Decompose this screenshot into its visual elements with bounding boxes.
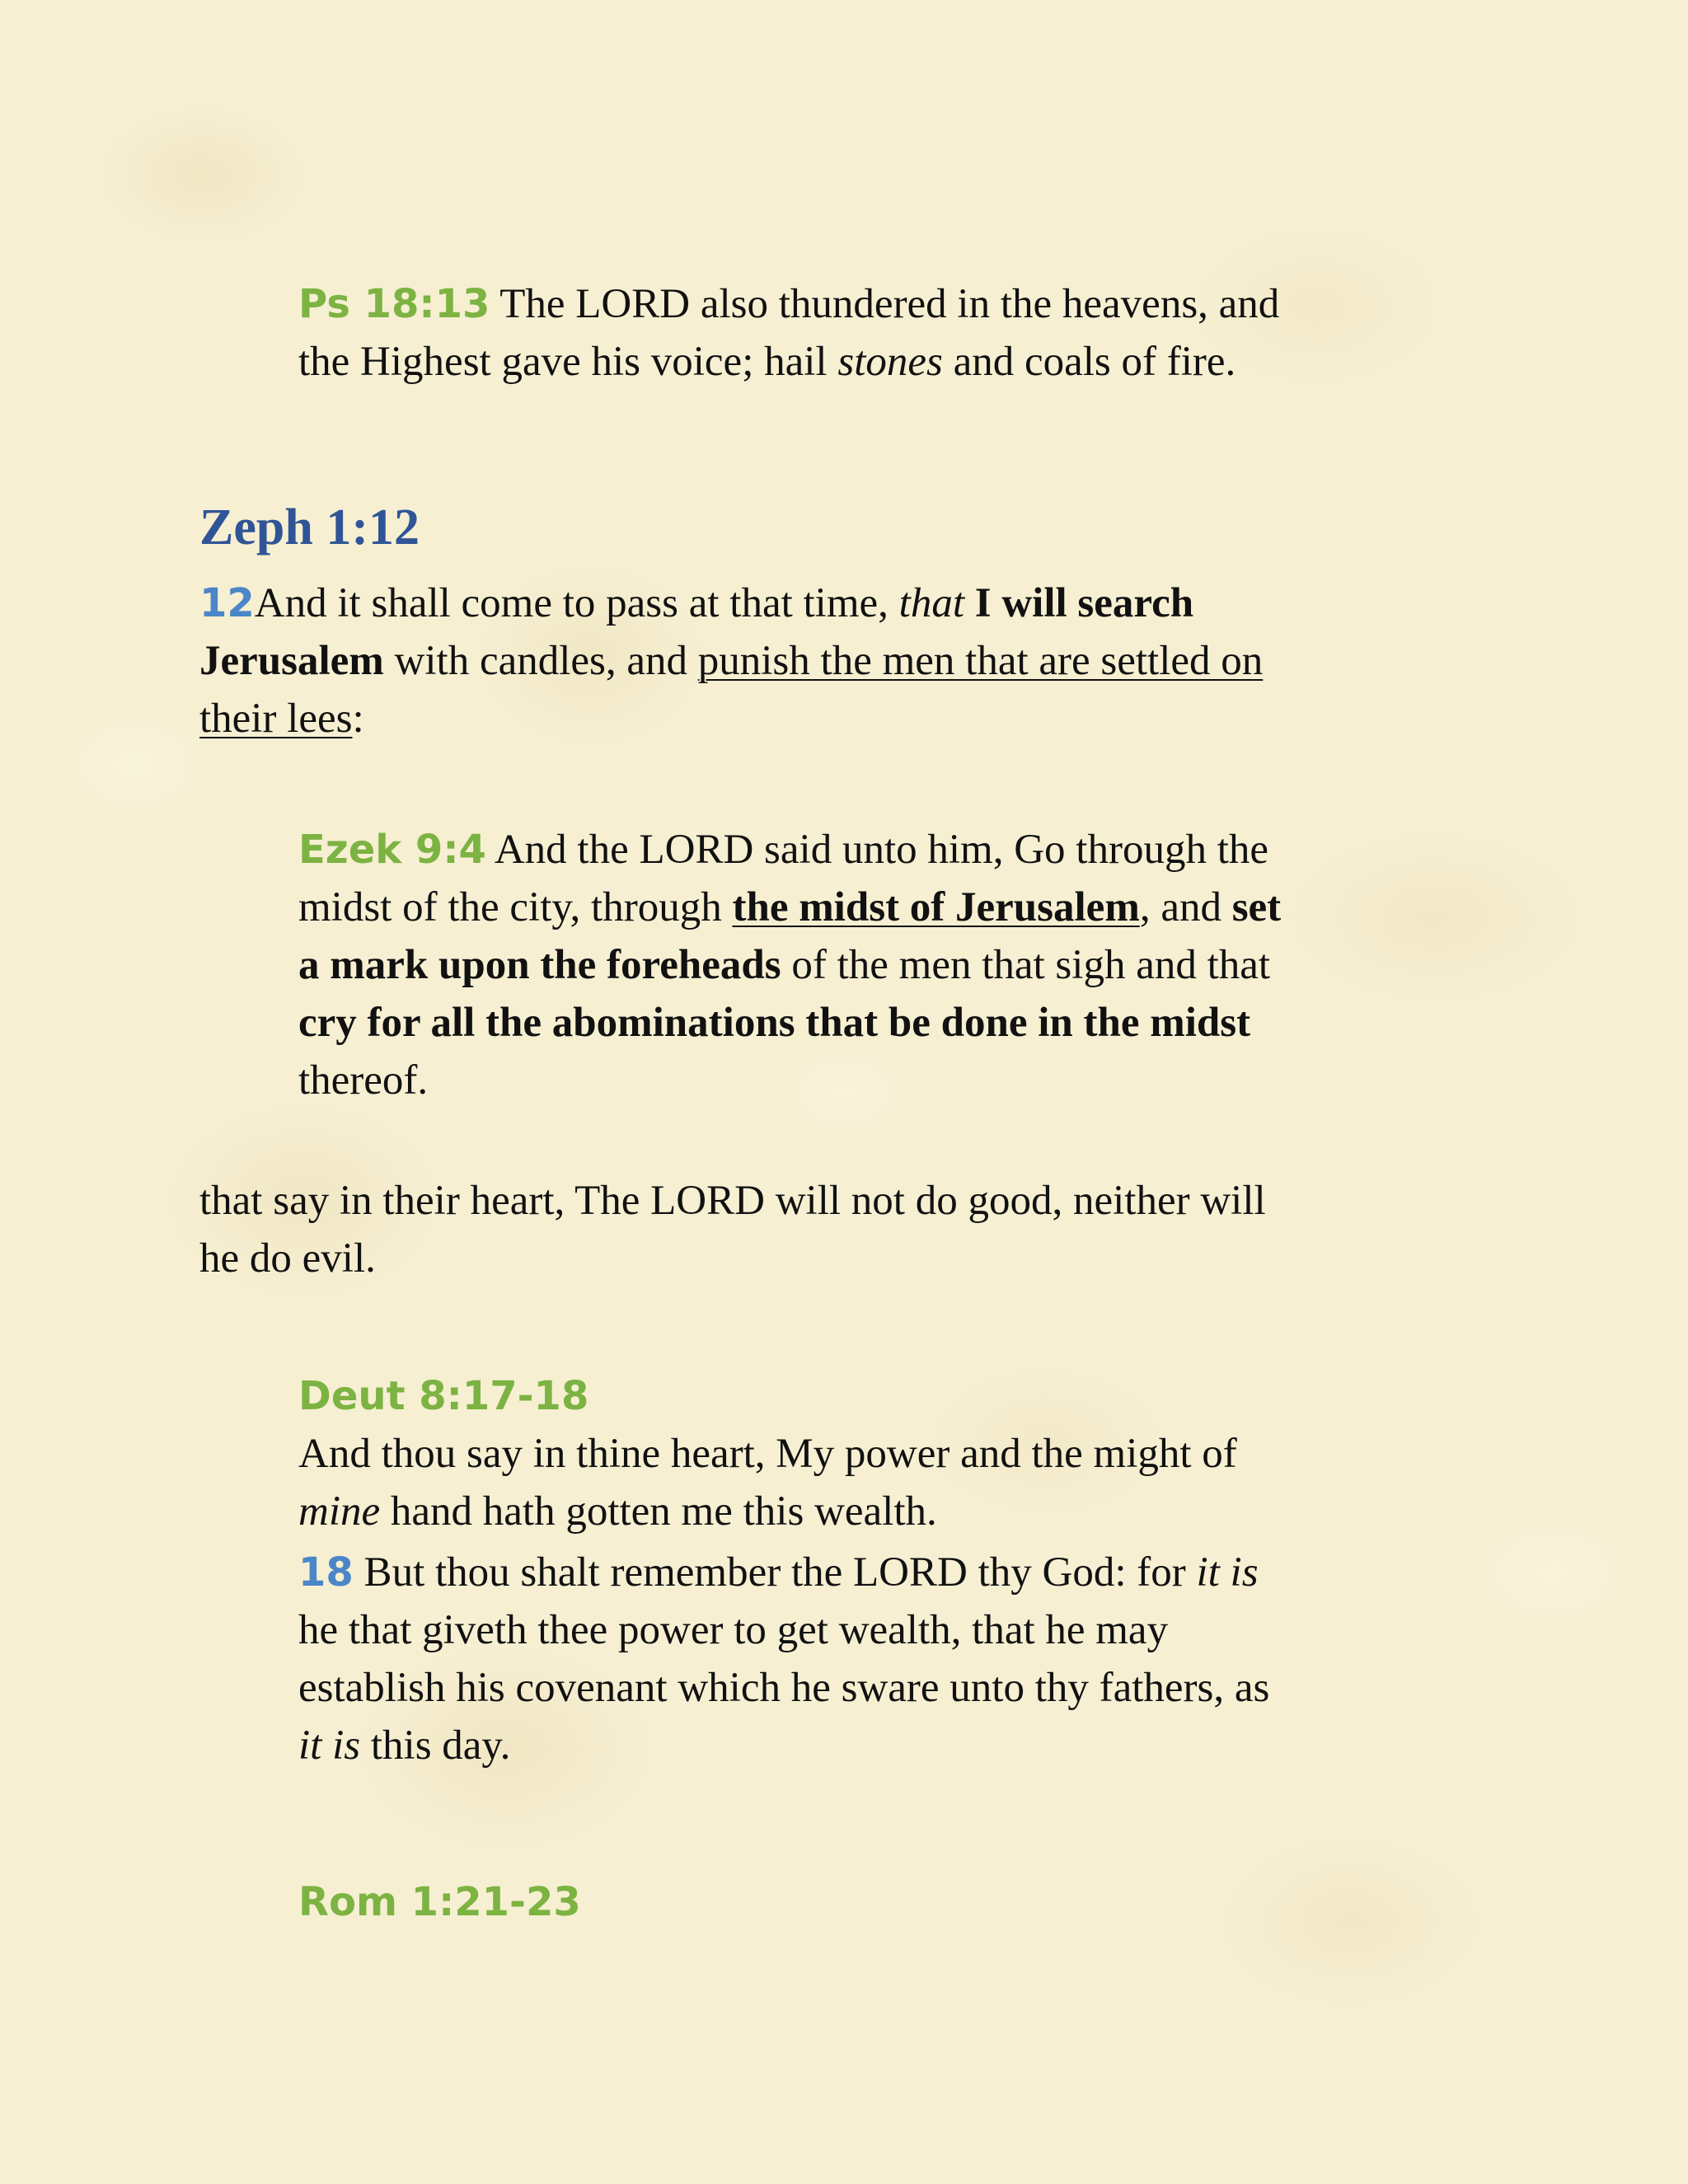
- ezek-line-4: [298, 994, 1485, 1052]
- zeph-text: And it shall come to pass at that time,: [254, 580, 899, 626]
- zeph-1-12-heading: Zeph 1:12: [199, 499, 420, 555]
- ezek-line-3: [298, 936, 1485, 994]
- deut-line-1: And thou say in thine heart, My power and the might of: [298, 1431, 1237, 1477]
- ezek-text: , and: [1139, 884, 1232, 930]
- deut-italic: mine: [298, 1488, 381, 1535]
- continuation-line-1: that say in their heart, The LORD will not do good, neither will: [199, 1178, 1266, 1224]
- zeph-underline: punish the men that are settled on: [697, 638, 1264, 684]
- zeph-text: with candles, and: [383, 638, 698, 684]
- rom-1-21-23-passage: [298, 1873, 1485, 1931]
- ezek-text: And the LORD said unto him, Go through the: [485, 827, 1269, 873]
- ezek-line-2: [298, 879, 1485, 936]
- zeph-line-3: [199, 690, 1485, 748]
- zeph-line-1: [199, 574, 1485, 632]
- zeph-verse-number: 12: [199, 580, 255, 626]
- deut-text: this day.: [360, 1722, 511, 1769]
- zeph-underline: their lees: [199, 696, 353, 742]
- ezek-bold: set: [1231, 884, 1282, 930]
- ezek-9-4-passage: [298, 821, 1485, 1109]
- ps-18-13-text: the Highest gave his voice; hail: [298, 339, 838, 385]
- deut-8-17-18-passage: [298, 1367, 1485, 1774]
- zeph-text: :: [352, 696, 364, 742]
- deut-reference-line: [298, 1367, 1485, 1425]
- zeph-1-12-passage: [199, 574, 1485, 748]
- zeph-bold: Jerusalem: [199, 638, 384, 684]
- deut-8-17-18-reference: Deut 8:17-18: [298, 1373, 589, 1419]
- ps-18-13-line-2: [298, 333, 1485, 391]
- ezek-9-4-reference: Ezek 9:4: [298, 827, 486, 873]
- ezek-line-1: [298, 821, 1485, 879]
- rom-1-21-23-reference: Rom 1:21-23: [298, 1879, 581, 1925]
- deut-italic: it is: [1196, 1549, 1259, 1596]
- ezek-bold: cry for all the abominations that be done in the midst: [298, 1000, 1251, 1046]
- deut-line-6: [298, 1717, 1485, 1774]
- zeph-italic: that: [898, 580, 964, 626]
- deut-verse-number: 18: [298, 1549, 354, 1596]
- zeph-bold: I will search: [964, 580, 1194, 626]
- ps-18-13-text: The LORD also thundered in the heavens, and: [490, 281, 1280, 327]
- ps-18-13-reference: Ps 18:13: [298, 281, 490, 327]
- ezek-text: of the men that sigh and that: [781, 942, 1271, 988]
- zeph-line-2: [199, 632, 1485, 690]
- continuation-line-2: he do evil.: [199, 1235, 376, 1282]
- ezek-line-5: [298, 1052, 1485, 1109]
- deut-line-2: [298, 1483, 1485, 1540]
- zeph-heading-block: [199, 498, 1485, 560]
- ezek-bold: a mark upon the foreheads: [298, 942, 781, 988]
- ps-18-13-passage: [298, 275, 1485, 391]
- zeph-continuation: [199, 1172, 1485, 1287]
- ps-18-13-text: and coals of fire.: [942, 339, 1236, 385]
- rom-reference-line: [298, 1873, 1485, 1931]
- deut-text: But thou shalt remember the LORD thy God: for: [353, 1549, 1197, 1596]
- deut-line-4: he that giveth thee power to get wealth, that he may: [298, 1607, 1169, 1653]
- ezek-bold-underline: the midst of Jerusalem: [732, 884, 1140, 930]
- deut-italic: it is: [298, 1722, 361, 1769]
- deut-line-5: establish his covenant which he sware unto thy fathers, as: [298, 1665, 1270, 1711]
- ezek-text: thereof.: [298, 1057, 429, 1104]
- deut-line-3: [298, 1544, 1485, 1601]
- ps-18-13-italic: stones: [837, 339, 943, 385]
- ps-18-13-line-1: [298, 275, 1485, 333]
- ezek-text: midst of the city, through: [298, 884, 733, 930]
- deut-text: hand hath gotten me this wealth.: [380, 1488, 937, 1535]
